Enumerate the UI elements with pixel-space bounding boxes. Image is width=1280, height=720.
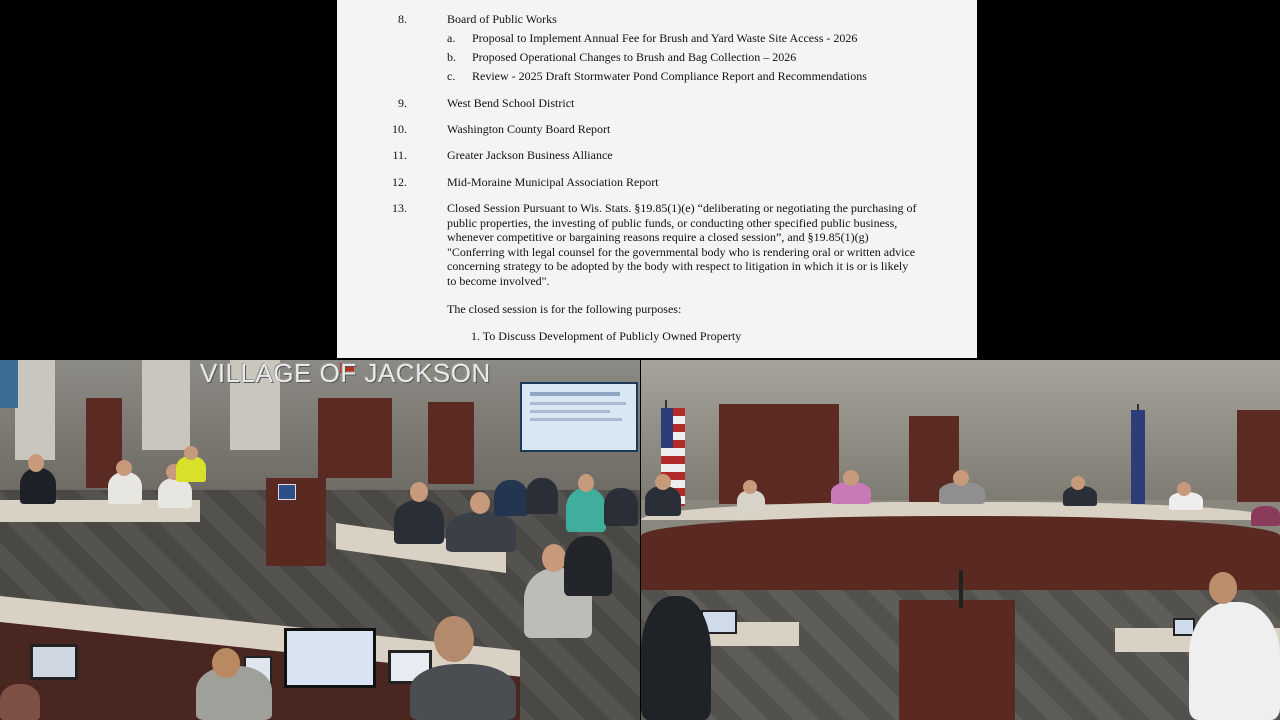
door bbox=[428, 402, 474, 484]
audience-member bbox=[604, 488, 638, 526]
item-title: Greater Jackson Business Alliance bbox=[447, 148, 613, 162]
agenda-document bbox=[337, 0, 977, 358]
subitem-letter: c. bbox=[447, 69, 456, 83]
subitem-c bbox=[447, 69, 867, 83]
room-sign: VILLAGE OF JACKSON bbox=[200, 358, 491, 388]
closed-session-purpose-1: 1. To Discuss Development of Publicly Owned Property bbox=[471, 329, 742, 343]
agenda-item-13-text: Closed Session Pursuant to Wis. Stats. §19.85(1)(e) “deliberating or negotiating the purchasing of public properties, the investing of public funds, or conducting other specified public business, whenever competitive or bargaining reasons require a closed session”, and §19.85(1)(g) "Conferring with legal counsel for the governmental body who is rendering oral or written advice concerning strategy to be adopted by the body with respect to litigation in which it is or is likely to become involved". bbox=[447, 201, 917, 288]
subitem-letter: a. bbox=[447, 31, 456, 45]
lectern bbox=[899, 600, 1015, 720]
staff-member bbox=[0, 684, 40, 720]
subitem-letter: b. bbox=[447, 50, 456, 64]
audience-member bbox=[526, 478, 558, 514]
audience-member bbox=[394, 500, 444, 544]
item-number: 8. bbox=[398, 12, 407, 26]
subitem-text: Proposed Operational Changes to Brush and Bag Collection – 2026 bbox=[472, 50, 797, 64]
audience-member bbox=[566, 488, 606, 532]
closed-session-intro: The closed session is for the following purposes: bbox=[447, 302, 682, 316]
staff-member bbox=[410, 664, 516, 720]
monitor bbox=[284, 628, 376, 688]
audience-member bbox=[108, 472, 142, 504]
item-number: 9. bbox=[398, 96, 407, 110]
audience-member bbox=[446, 512, 516, 552]
laptop-screen bbox=[30, 644, 78, 680]
subitem-a bbox=[447, 31, 858, 45]
podium bbox=[266, 478, 326, 566]
item-number: 12. bbox=[392, 175, 407, 189]
double-door bbox=[719, 404, 839, 504]
staff-member bbox=[1189, 602, 1280, 720]
door bbox=[1237, 410, 1280, 502]
subitem-text: Proposal to Implement Annual Fee for Brush and Yard Waste Site Access - 2026 bbox=[472, 31, 858, 45]
american-flag-canton bbox=[661, 408, 673, 448]
subitem-b bbox=[447, 50, 797, 64]
wall-screen bbox=[0, 360, 18, 408]
wall-panel bbox=[15, 360, 55, 460]
audience-member bbox=[20, 468, 56, 504]
subitem-text: Review - 2025 Draft Stormwater Pond Compliance Report and Recommendations bbox=[472, 69, 867, 83]
staff-member bbox=[641, 596, 711, 720]
item-title: West Bend School District bbox=[447, 96, 575, 110]
projector-screen bbox=[520, 382, 638, 452]
camera-right-dais bbox=[641, 360, 1280, 720]
staff-member bbox=[564, 536, 612, 596]
item-number: 13. bbox=[392, 201, 407, 215]
audience-member bbox=[158, 478, 192, 508]
item-title: Washington County Board Report bbox=[447, 122, 611, 136]
camera-left-audience bbox=[0, 360, 640, 720]
village-logo bbox=[278, 484, 296, 500]
audience-member bbox=[494, 480, 528, 516]
wall-panel bbox=[142, 360, 190, 450]
double-door bbox=[318, 398, 392, 478]
item-number: 10. bbox=[392, 122, 407, 136]
council-member bbox=[1251, 506, 1280, 526]
item-title: Board of Public Works bbox=[447, 12, 557, 26]
state-flag bbox=[1131, 410, 1145, 504]
item-number: 11. bbox=[392, 148, 407, 162]
microphone bbox=[959, 570, 963, 608]
item-title: Mid-Moraine Municipal Association Report bbox=[447, 175, 659, 189]
council-member bbox=[645, 486, 681, 516]
